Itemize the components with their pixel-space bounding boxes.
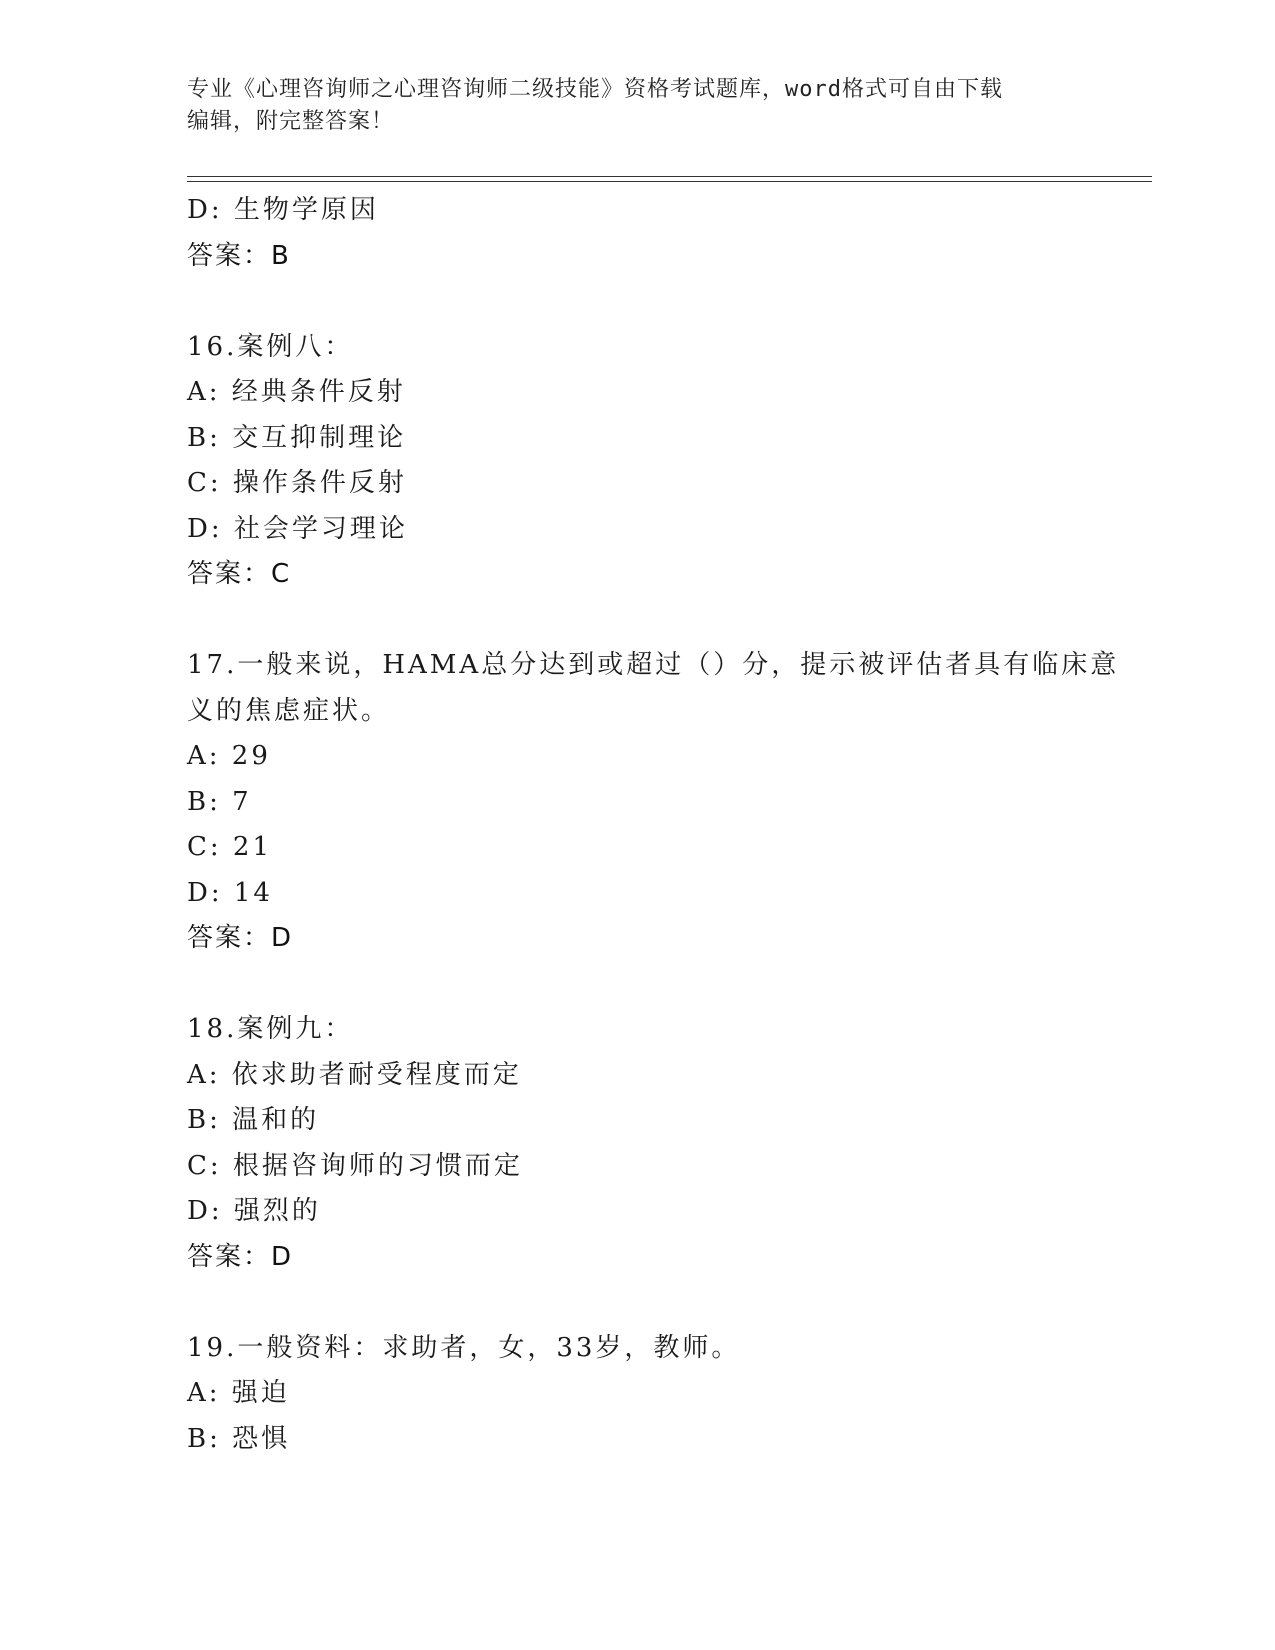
header-divider-bottom [187, 181, 1152, 182]
q18-question: 18.案例九： [187, 1014, 354, 1044]
spacer [187, 279, 1087, 325]
q16-answer: 答案：C [187, 559, 292, 589]
q19-option-b: B: 恐惧 [187, 1423, 291, 1454]
q19-option-a: A: 强迫 [187, 1378, 290, 1408]
q18-option-b: B: 温和的 [187, 1105, 320, 1135]
q17-option-c: C: 21 [187, 832, 273, 862]
document-header [187, 74, 1067, 138]
q17-option-b: B: 7 [187, 786, 252, 817]
header-line-2: 编辑，附完整答案！ [187, 109, 395, 134]
q17-question-line-1: 17.一般来说，HAMA总分达到或超过（）分，提示被评估者具有临床意 [187, 650, 1120, 680]
spacer [187, 962, 1087, 1008]
question-list [187, 188, 1120, 1462]
q16-option-d: D: 社会学习理论 [187, 513, 408, 544]
q15-option-d: D: 生物学原因 [187, 195, 379, 225]
q16-option-c: C: 操作条件反射 [187, 468, 407, 498]
q18-option-d: D: 强烈的 [187, 1196, 321, 1226]
q15-answer: 答案：B [187, 240, 291, 271]
q19-question: 19.一般资料：求助者，女，33岁，教师。 [187, 1332, 741, 1363]
spacer [187, 1280, 1087, 1326]
q18-option-c: C: 根据咨询师的习惯而定 [187, 1150, 523, 1181]
q16-option-b: B: 交互抑制理论 [187, 422, 407, 453]
header-divider-top [187, 176, 1152, 177]
q18-option-a: A: 依求助者耐受程度而定 [187, 1059, 522, 1090]
spacer [187, 598, 1087, 644]
q17-option-a: A: 29 [187, 741, 271, 771]
header-line-1: 专业《心理咨询师之心理咨询师二级技能》资格考试题库，word格式可自由下载 [187, 77, 1003, 102]
q16-option-a: A: 经典条件反射 [187, 377, 406, 407]
q18-answer: 答案：D [187, 1241, 294, 1272]
q17-option-d: D: 14 [187, 877, 273, 908]
q16-question: 16.案例八： [187, 331, 354, 362]
q17-question-line-2: 义的焦虑症状。 [187, 695, 391, 726]
q17-answer: 答案：D [187, 923, 294, 953]
